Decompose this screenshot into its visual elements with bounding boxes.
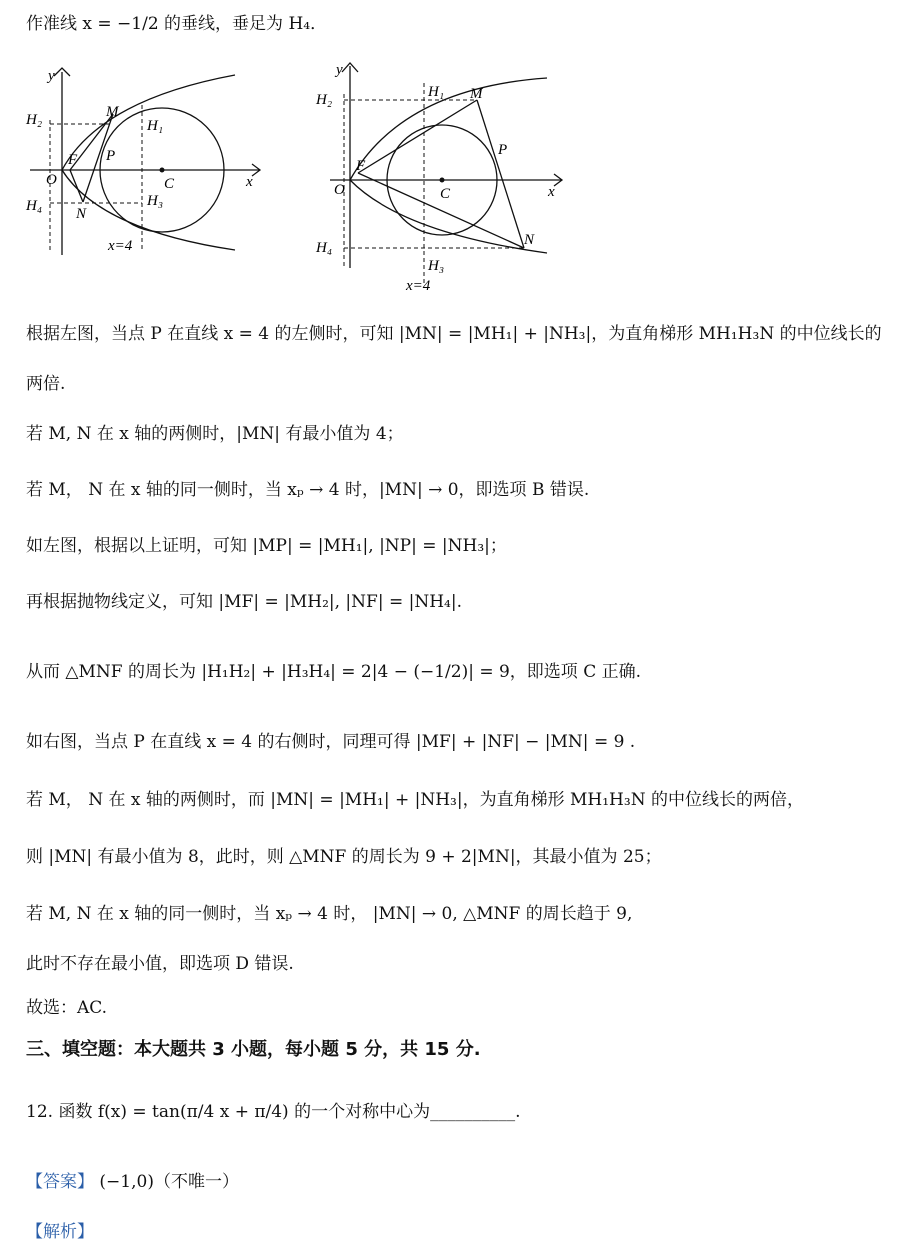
- right-figure: [312, 58, 572, 298]
- right-h2-label: H₂: [316, 92, 333, 108]
- left-h3-label: H₃: [147, 193, 164, 209]
- right-xeq-label: x=4: [406, 278, 431, 294]
- line-perimeter: 从而 △MNF 的周长为 |H₁H₂| + |H₃H₄| = 2|4 − (−1/2)| = 9，即选项 C 正确.: [26, 662, 642, 682]
- right-c-label: C: [440, 186, 451, 202]
- line-parabola-def: 再根据抛物线定义，可知 |MF| = |MH₂|, |NF| = |NH₄|.: [26, 592, 462, 612]
- left-y-label: y: [48, 68, 55, 84]
- question-12: 12. 函数 f(x) = tan(π/4 x + π/4) 的一个对称中心为__________.: [26, 1102, 521, 1122]
- line-right-same-side: 若 M, N 在 x 轴的同一侧时，当 xₚ → 4 时， |MN| → 0, △MNF 的周长趋于 9,: [26, 904, 633, 924]
- right-h1-label: H₁: [428, 84, 445, 100]
- line-min-25: 则 |MN| 有最小值为 8，此时，则 △MNF 的周长为 9 + 2|MN|，其最小值为 25；: [26, 847, 662, 867]
- answer-value: (−1,0)（不唯一）: [99, 1172, 239, 1192]
- left-x-label: x: [246, 174, 253, 190]
- left-n-label: N: [76, 206, 87, 222]
- line-two-times: 两倍.: [26, 374, 66, 394]
- left-m-label: M: [106, 104, 119, 120]
- line-same-side: 若 M， N 在 x 轴的同一侧时，当 xₚ → 4 时，|MN| → 0，即选项 B 错误.: [26, 480, 590, 500]
- right-f-label: F: [356, 158, 366, 174]
- left-c-label: C: [164, 176, 175, 192]
- analysis-tag: 【解析】: [26, 1222, 94, 1242]
- right-origin-label: O: [334, 182, 345, 198]
- right-p-label: P: [498, 142, 508, 158]
- left-p-label: P: [106, 148, 116, 164]
- line-directrix-note: 作准线 x = −1/2 的垂线，垂足为 H₄．: [26, 14, 328, 34]
- line-opposite-sides: 若 M, N 在 x 轴的两侧时，|MN| 有最小值为 4；: [26, 424, 404, 444]
- right-h3-label: H₃: [428, 258, 445, 274]
- right-y-label: y: [336, 62, 343, 78]
- left-figure: [20, 60, 270, 260]
- answer-tag: 【答案】: [26, 1172, 94, 1192]
- right-m-label: M: [470, 86, 483, 102]
- left-f-label: F: [68, 152, 78, 168]
- left-h2-label: H₂: [26, 112, 43, 128]
- left-h1-label: H₁: [147, 118, 164, 134]
- left-h4-label: H₄: [26, 198, 43, 214]
- answer-line: [26, 1170, 239, 1194]
- line-right-case: 如右图，当点 P 在直线 x = 4 的右侧时，同理可得 |MF| + |NF| − |MN| = 9 .: [26, 732, 636, 752]
- line-left-case: 根据左图，当点 P 在直线 x = 4 的左侧时，可知 |MN| = |MH₁| + |NH₃|，为直角梯形 MH₁H₃N 的中位线长的: [26, 324, 882, 344]
- right-x-label: x: [548, 184, 555, 200]
- right-n-label: N: [524, 232, 535, 248]
- left-xeq-label: x=4: [108, 238, 133, 254]
- line-proof-mp: 如左图，根据以上证明，可知 |MP| = |MH₁|, |NP| = |NH₃|；: [26, 536, 507, 556]
- line-right-opposite: 若 M， N 在 x 轴的两侧时，而 |MN| = |MH₁| + |NH₃|，为直角梯形 MH₁H₃N 的中位线长的两倍，: [26, 790, 804, 810]
- section-heading: 三、填空题：本大题共 3 小题，每小题 5 分，共 15 分.: [26, 1039, 481, 1060]
- right-h4-label: H₄: [316, 240, 333, 256]
- left-origin-label: O: [46, 172, 57, 188]
- line-choice: 故选：AC.: [26, 998, 108, 1018]
- line-option-d: 此时不存在最小值，即选项 D 错误.: [26, 954, 294, 974]
